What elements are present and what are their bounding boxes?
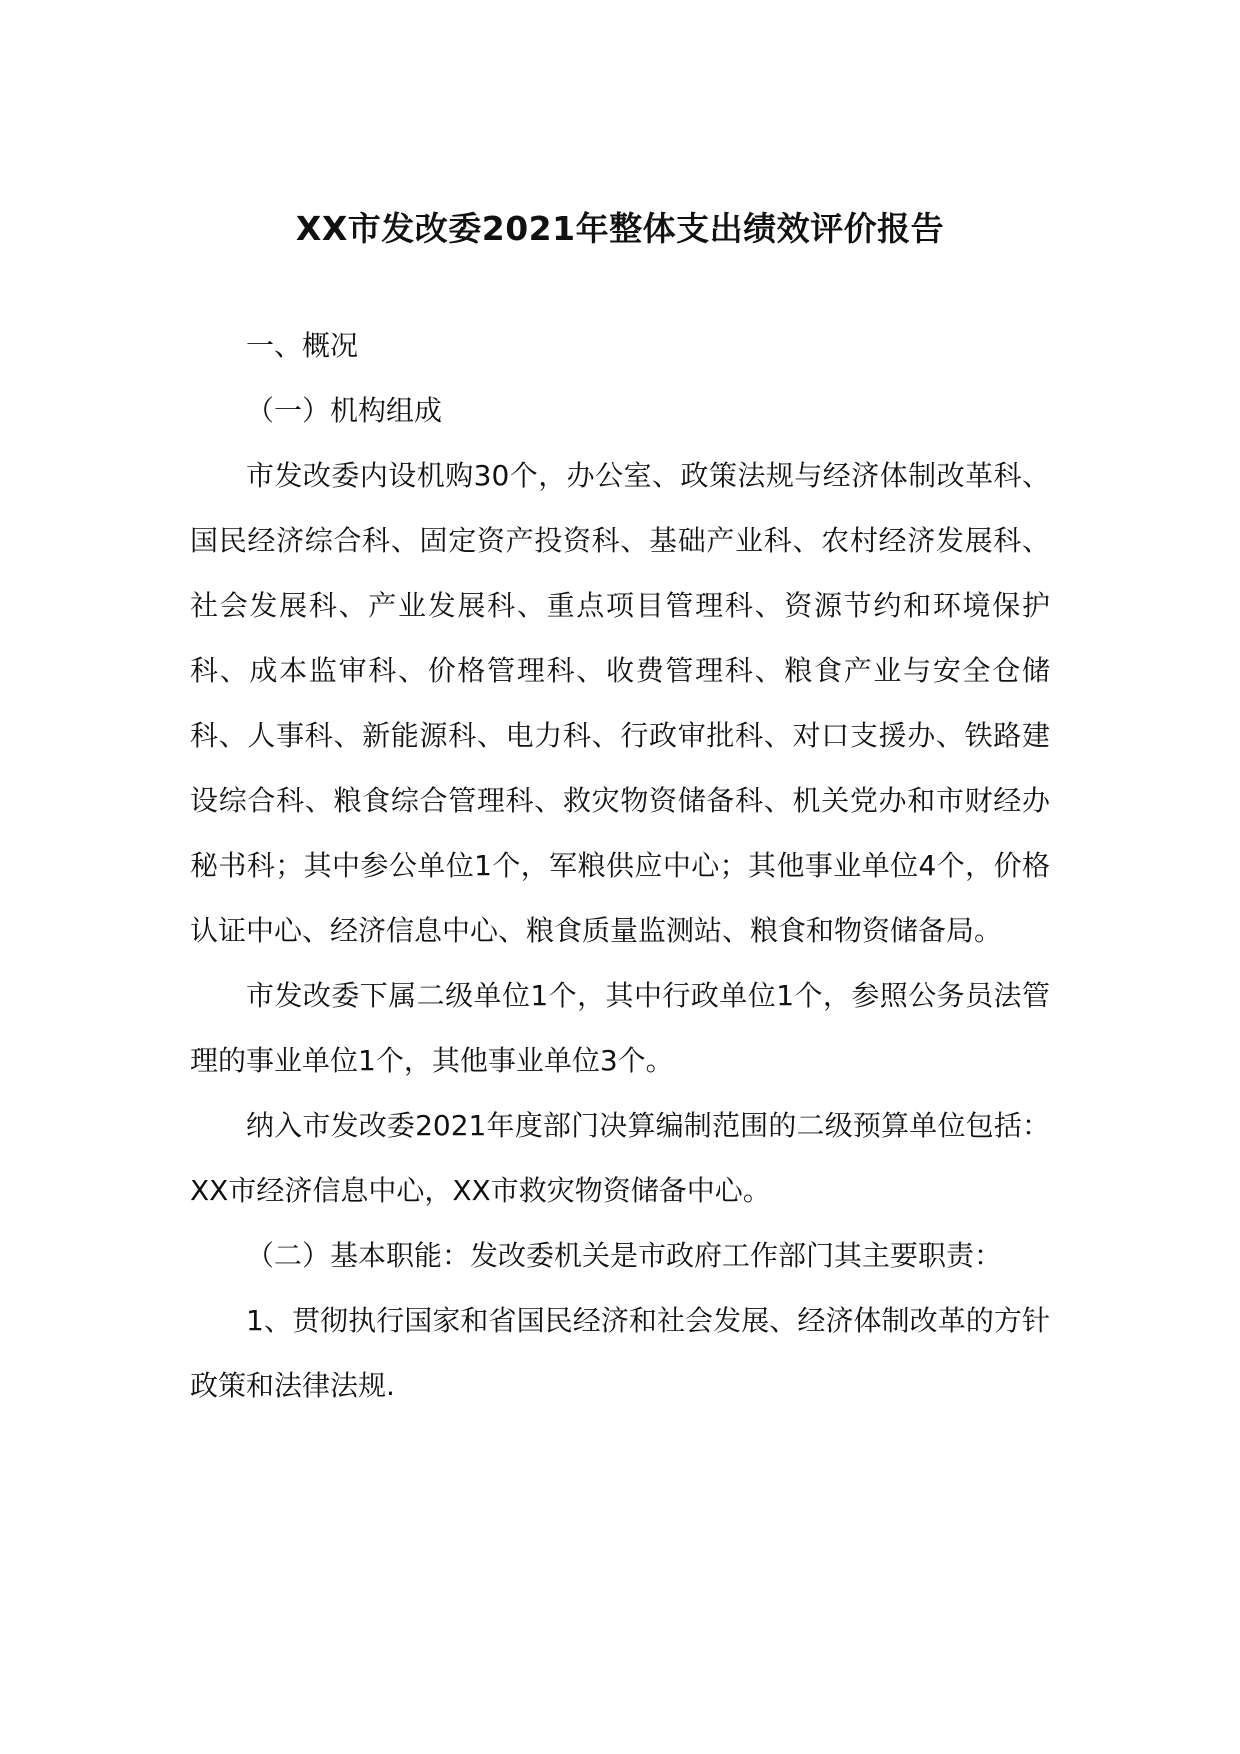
document-title: XX市发改委2021年整体支出绩效评价报告 [295, 209, 945, 248]
subsection-heading-organization: （一）机构组成 [246, 394, 443, 427]
paragraph-subordinate-units: 市发改委下属二级单位1个，其中行政单位1个，参照公务员法管理的事业单位1个，其他事业单位3个。 [190, 979, 1050, 1077]
section-heading-overview: 一、概况 [246, 329, 359, 362]
document-body [190, 313, 1050, 1418]
paragraph-internal-departments: 市发改委内设机购30个，办公室、政策法规与经济体制改革科、国民经济综合科、固定资产投资科、基础产业科、农村经济发展科、社会发展科、产业发展科、重点项目管理科、资源节约和环境保护科、成本监审科、价格管理科、收费管理科、粮食产业与安全仓储科、人事科、新能源科、电力科、行政审批科、对口支援办、铁路建设综合科、粮食综合管理科、救灾物资储备科、机关党办和市财经办秘书科；其中参公单位1个，军粮供应中心；其他事业单位4个，价格认证中心、经济信息中心、粮食质量监测站、粮食和物资储备局。 [190, 459, 1050, 947]
paragraph-duty-1: 1、贯彻执行国家和省国民经济和社会发展、经济体制改革的方针政策和法律法规. [190, 1304, 1050, 1402]
paragraph-budget-units: 纳入市发改委2021年度部门决算编制范围的二级预算单位包括：XX市经济信息中心，XX市救灾物资储备中心。 [190, 1109, 1050, 1207]
subsection-heading-functions: （二）基本职能：发改委机关是市政府工作部门其主要职责： [246, 1239, 1003, 1272]
